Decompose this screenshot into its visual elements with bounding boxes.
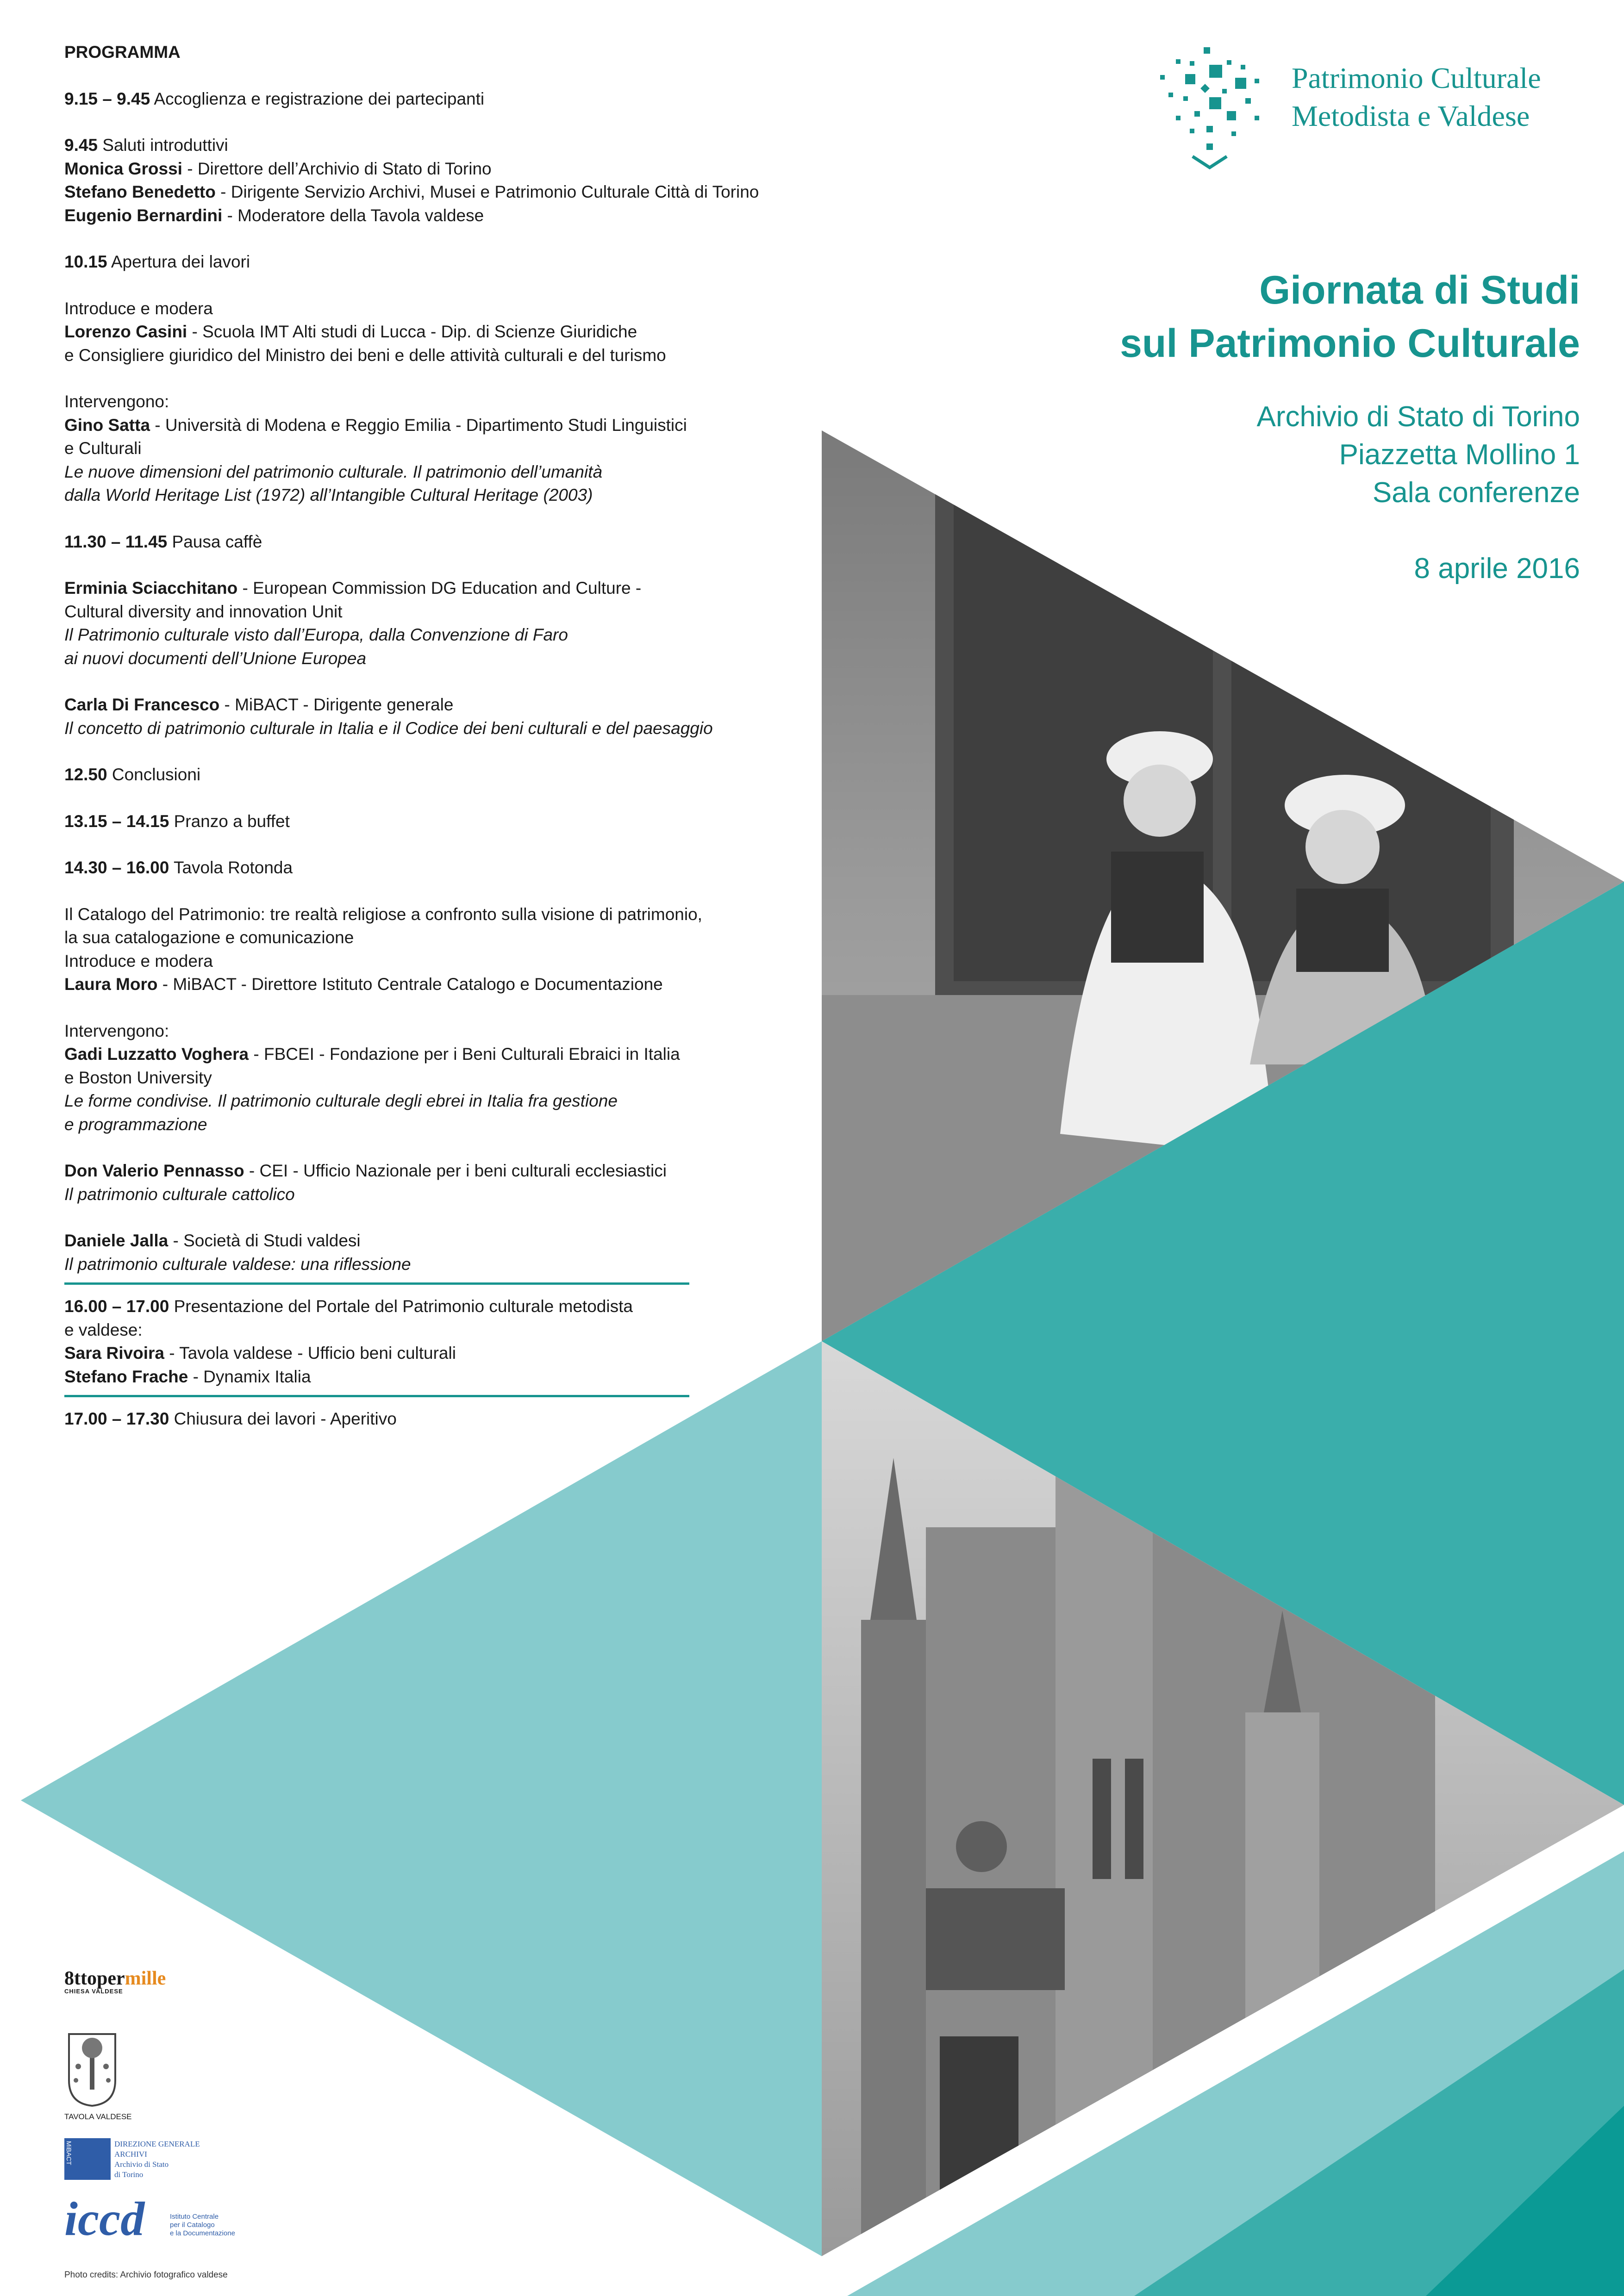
programme-text: - Dirigente Servizio Archivi, Musei e Patrimonio Culturale Città di Torino [215,182,759,201]
programme-line [64,180,851,204]
programme-talk-title: Il patrimonio culturale cattolico [64,1184,295,1204]
programme-strong: 9.45 [64,136,98,155]
light-teal-triangle [21,1341,822,2256]
programme-text: - Direttore dell’Archivio di Stato di Torino [182,159,492,178]
programme-line [64,1066,851,1090]
programme-strong: Monica Grossi [64,159,182,178]
programme-line [64,530,851,554]
programme-line [64,157,851,181]
programme-strong: 9.15 – 9.45 [64,89,150,108]
dotted-shield-logo-icon [1157,46,1264,171]
programme-block [64,1295,851,1388]
programme-block [64,250,851,274]
ottopermille-8: 8 [64,1968,74,1989]
programme-line [64,1043,851,1066]
event-info [1024,264,1580,588]
programme-line [64,1020,851,1043]
ottopermille-logo [64,1968,166,2016]
ottopermille-tto: tto [74,1968,97,1989]
programme-line [64,577,851,600]
programme-strong: Gino Satta [64,415,150,435]
organisation-logo [1157,46,1574,171]
programme-block [64,693,851,740]
programme-line [64,484,851,507]
programme-block [64,1407,851,1431]
tavola-valdese-logo [64,2029,138,2122]
programme-line [64,623,851,647]
programme-line [64,437,851,460]
programme-divider [64,1395,689,1397]
programme-line [64,1295,851,1319]
programme-text: - Dynamix Italia [188,1367,311,1386]
programme-line [64,926,851,950]
programme-strong: 13.15 – 14.15 [64,811,169,831]
ottopermille-per: per [96,1968,125,1989]
programme-talk-title: Il patrimonio culturale valdese: una riflessione [64,1254,411,1274]
programme-line [64,647,851,671]
programme-text: e valdese: [64,1320,143,1339]
programme-text: - Tavola valdese - Ufficio beni culturali [164,1344,456,1363]
programme-block [64,763,851,787]
programme-text: Introduce e modera [64,299,213,318]
event-venue-line1: Archivio di Stato di Torino [1256,401,1580,433]
event-title-line2: sul Patrimonio Culturale [1120,321,1580,366]
programme-line [64,250,851,274]
programme-strong: 11.30 – 11.45 [64,532,168,551]
programme-block [64,810,851,834]
programme-line [64,1089,851,1113]
archivio-stato-torino-logo [64,2138,212,2180]
programme-text: Pausa caffè [167,532,262,551]
programme-line [64,134,851,157]
programme-block [64,390,851,507]
programme-text: Presentazione del Portale del Patrimonio culturale metodista [169,1297,633,1316]
programme-line [64,1229,851,1253]
programme-column [64,41,851,1454]
programme-strong: Laura Moro [64,975,158,994]
ottopermille-wordmark [64,1968,166,1989]
programme-line [64,1159,851,1183]
event-title-line1: Giornata di Studi [1259,268,1580,312]
programme-talk-title: ai nuovi documenti dell’Unione Europea [64,648,367,668]
programme-strong: 10.15 [64,252,107,271]
programme-text: e Consigliere giuridico del Ministro dei beni e delle attività culturali e del turismo [64,345,666,365]
programme-text: e Boston University [64,1068,212,1087]
organisation-name-line1: Patrimonio Culturale [1292,62,1541,94]
programme-text: Conclusioni [107,765,201,784]
iccd-text-2: per il Catalogo [170,2221,215,2229]
programme-block [64,134,851,227]
programme-talk-title: Le nuove dimensioni del patrimonio culturale. Il patrimonio dell’umanità [64,462,603,481]
programme-text: - Scuola IMT Alti studi di Lucca - Dip. di Scienze Giuridiche [187,322,637,341]
archivio-text-1: DIREZIONE GENERALE [114,2140,200,2148]
programme-line [64,1253,851,1276]
iccd-text [170,2213,235,2238]
event-title [1024,264,1580,370]
programme-strong: Stefano Benedetto [64,182,216,201]
archivio-text [114,2139,200,2180]
tavola-valdese-caption: TAVOLA VALDESE [64,2112,132,2121]
programme-line [64,297,851,321]
programme-block [64,530,851,554]
archivio-text-2: ARCHIVI [114,2150,147,2159]
programme-text: Intervengono: [64,392,169,411]
programme-line [64,693,851,717]
programme-blocks [64,87,851,1431]
programme-strong: 17.00 – 17.30 [64,1409,169,1428]
mibact-mark [64,2138,111,2180]
programme-text: Tavola Rotonda [169,858,293,877]
archivio-text-4: di Torino [114,2170,144,2179]
programme-line [64,460,851,484]
programme-talk-title: dalla World Heritage List (1972) all’Intangible Cultural Heritage (2003) [64,485,593,504]
programme-text: - FBCEI - Fondazione per i Beni Culturali Ebraici in Italia [249,1045,680,1064]
programme-text: Chiusura dei lavori - Aperitivo [169,1409,397,1428]
programme-block [64,903,851,996]
programme-strong: Daniele Jalla [64,1231,169,1250]
programme-text: - Moderatore della Tavola valdese [222,205,484,225]
programme-block [64,1020,851,1137]
programme-line [64,1342,851,1365]
ottopermille-subtitle: CHIESA VALDESE [64,1988,123,1995]
programme-text: Accoglienza e registrazione dei partecipanti [150,89,485,108]
programme-line [64,1113,851,1137]
programme-line [64,856,851,880]
archivio-text-3: Archivio di Stato [114,2160,169,2169]
programme-text: - MiBACT - Dirigente generale [219,695,454,714]
programme-block [64,297,851,367]
programme-text: Cultural diversity and innovation Unit [64,602,343,621]
programme-text: Apertura dei lavori [107,252,250,271]
organisation-name [1292,59,1541,135]
programme-text: Pranzo a buffet [169,811,290,831]
iccd-text-3: e la Documentazione [170,2229,235,2237]
programme-text: e Culturali [64,439,142,458]
programme-line [64,87,851,111]
programme-line [64,600,851,624]
programme-text: Il Catalogo del Patrimonio: tre realtà religiose a confronto sulla visione di patrimonio, [64,904,702,924]
programme-line [64,320,851,344]
iccd-wordmark: iccd [64,2192,145,2246]
programme-line [64,717,851,740]
programme-line [64,1319,851,1342]
event-venue [1024,398,1580,512]
programme-text: Intervengono: [64,1021,169,1040]
iccd-text-1: Istituto Centrale [170,2213,219,2221]
programme-talk-title: Il Patrimonio culturale visto dall’Europa, dalla Convenzione di Faro [64,625,568,644]
programme-block [64,577,851,670]
programme-strong: 16.00 – 17.00 [64,1297,169,1316]
programme-line [64,344,851,367]
programme-line [64,973,851,996]
programme-block [64,87,851,111]
programme-strong: Don Valerio Pennasso [64,1161,244,1180]
tavola-valdese-seal-icon [64,2029,120,2108]
programme-text: Saluti introduttivi [98,136,228,155]
event-venue-line3: Sala conferenze [1372,477,1580,509]
programme-block [64,1229,851,1276]
programme-talk-title: Il concetto di patrimonio culturale in Italia e il Codice dei beni culturali e del paesaggio [64,718,713,738]
programme-text: - Società di Studi valdesi [168,1231,361,1250]
programme-text: - European Commission DG Education and Culture - [237,579,642,597]
programme-strong: Gadi Luzzatto Voghera [64,1045,249,1064]
programme-text: la sua catalogazione e comunicazione [64,928,354,947]
programme-line [64,414,851,437]
programme-strong: Carla Di Francesco [64,695,220,714]
organisation-name-line2: Metodista e Valdese [1292,100,1530,132]
iccd-logo [64,2192,259,2246]
programme-line [64,1183,851,1207]
programme-text: Introduce e modera [64,951,213,971]
programme-strong: 12.50 [64,765,107,784]
programme-line [64,763,851,787]
programme-strong: Stefano Frache [64,1367,188,1386]
ottopermille-mille: mille [125,1968,166,1989]
programme-line [64,1365,851,1389]
programme-block [64,1159,851,1206]
programme-line [64,810,851,834]
programme-talk-title: e programmazione [64,1114,207,1134]
programme-divider [64,1282,689,1285]
programme-strong: Eugenio Bernardini [64,205,223,225]
event-venue-line2: Piazzetta Mollino 1 [1339,439,1580,471]
programme-line [64,950,851,973]
photo-credits: Photo credits: Archivio fotografico valdese [64,2270,228,2280]
event-date: 8 aprile 2016 [1414,553,1580,585]
programme-line [64,390,851,414]
programme-line [64,903,851,927]
programme-strong: Sara Rivoira [64,1344,164,1363]
programme-line [64,1407,851,1431]
programme-strong: Lorenzo Casini [64,322,187,341]
programme-block [64,856,851,880]
programme-line [64,204,851,228]
programme-strong: 14.30 – 16.00 [64,858,169,877]
programme-heading: PROGRAMMA [64,43,181,62]
programme-strong: Erminia Sciacchitano [64,579,238,597]
programme-text: - Università di Modena e Reggio Emilia - Dipartimento Studi Linguistici [150,415,687,435]
mibact-label: MiBACT [65,2141,73,2165]
programme-text: - MiBACT - Direttore Istituto Centrale Catalogo e Documentazione [157,975,663,994]
programme-text: - CEI - Ufficio Nazionale per i beni culturali ecclesiastici [244,1161,667,1180]
programme-talk-title: Le forme condivise. Il patrimonio culturale degli ebrei in Italia fra gestione [64,1091,618,1110]
